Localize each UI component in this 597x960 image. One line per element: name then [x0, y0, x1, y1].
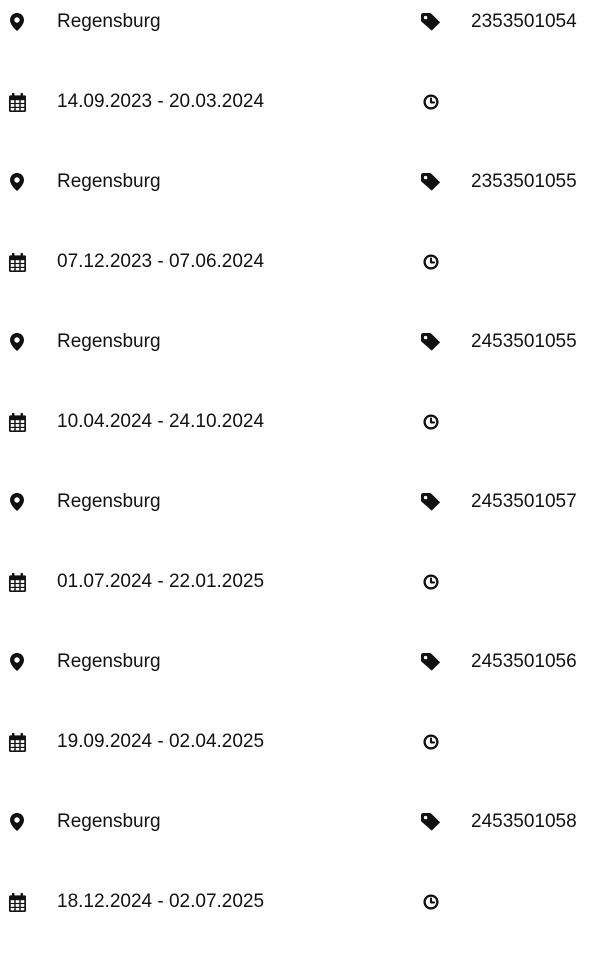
calendar-icon [7, 412, 27, 432]
location-row [0, 324, 597, 360]
date-range: 18.12.2024 - 02.07.2025 [57, 891, 265, 912]
location-text: Regensburg [57, 491, 161, 512]
map-marker-icon [7, 332, 27, 352]
tag-icon [421, 332, 441, 352]
date-range: 01.07.2024 - 22.01.2025 [57, 571, 265, 592]
date-range: 07.12.2023 - 07.06.2024 [57, 251, 265, 272]
map-marker-icon [7, 12, 27, 32]
tag-icon [421, 12, 441, 32]
list-item [0, 0, 597, 160]
clock-icon [421, 892, 441, 912]
calendar-icon [7, 572, 27, 592]
location-text: Regensburg [57, 651, 161, 672]
map-marker-icon [7, 172, 27, 192]
calendar-icon [7, 732, 27, 752]
location-text: Regensburg [57, 11, 161, 32]
list-item [0, 640, 597, 800]
calendar-icon [7, 892, 27, 912]
reference-number: 2453501055 [471, 331, 577, 352]
tag-icon [421, 812, 441, 832]
clock-icon [421, 252, 441, 272]
map-marker-icon [7, 812, 27, 832]
date-row [0, 564, 597, 600]
date-row [0, 724, 597, 760]
tag-icon [421, 492, 441, 512]
clock-icon [421, 732, 441, 752]
reference-number: 2353501054 [471, 11, 577, 32]
clock-icon [421, 572, 441, 592]
clock-icon [421, 92, 441, 112]
date-range: 14.09.2023 - 20.03.2024 [57, 91, 265, 112]
date-row [0, 84, 597, 120]
date-row [0, 404, 597, 440]
tag-icon [421, 652, 441, 672]
reference-number: 2453501056 [471, 651, 577, 672]
location-row [0, 4, 597, 40]
date-row [0, 244, 597, 280]
calendar-icon [7, 92, 27, 112]
location-text: Regensburg [57, 171, 161, 192]
location-row [0, 484, 597, 520]
list-item [0, 480, 597, 640]
location-row [0, 164, 597, 200]
calendar-icon [7, 252, 27, 272]
map-marker-icon [7, 492, 27, 512]
location-text: Regensburg [57, 331, 161, 352]
date-range: 19.09.2024 - 02.04.2025 [57, 731, 265, 752]
list-item [0, 160, 597, 320]
reference-number: 2453501057 [471, 491, 577, 512]
date-row [0, 884, 597, 920]
date-range: 10.04.2024 - 24.10.2024 [57, 411, 265, 432]
list-item [0, 800, 597, 960]
location-row [0, 804, 597, 840]
reference-number: 2353501055 [471, 171, 577, 192]
map-marker-icon [7, 652, 27, 672]
location-text: Regensburg [57, 811, 161, 832]
reference-number: 2453501058 [471, 811, 577, 832]
location-row [0, 644, 597, 680]
tag-icon [421, 172, 441, 192]
clock-icon [421, 412, 441, 432]
list-item [0, 320, 597, 480]
